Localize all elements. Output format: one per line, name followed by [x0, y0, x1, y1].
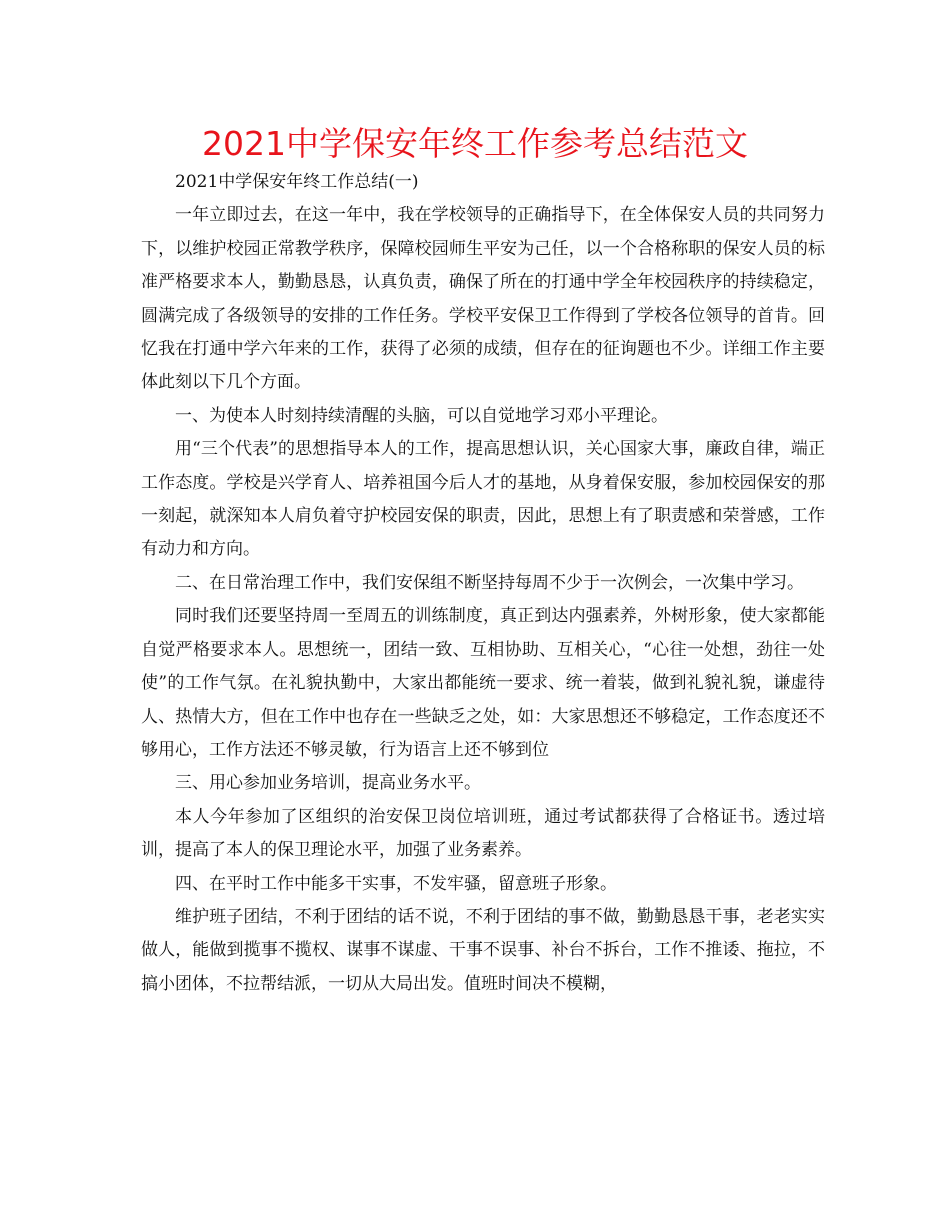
body-paragraph: 本人今年参加了区组织的治安保卫岗位培训班，通过考试都获得了合格证书。透过培训，提高了本人的保卫理论水平，加强了业务素养。 [141, 806, 825, 861]
point-heading-1: 一、为使本人时刻持续清醒的头脑，可以自觉地学习邓小平理论。 [175, 405, 668, 426]
body-paragraph: 同时我们还要坚持周一至周五的训练制度，真正到达内强素养，外树形象，使大家都能自觉严格要求本人。思想统一，团结一致、互相协助、互相关心，“心往一处想，劲往一处使”的工作气氛。在礼貌执勤中，大家出都能统一要求、统一着装，做到礼貌礼貌，谦虚待人、热情大方，但在工作中也存在一些缺乏之处，如：大家思想还不够稳定，工作态度还不够用心，工作方法还不够灵敏，行为语言上还不够到位 [141, 606, 825, 760]
document-body [141, 166, 825, 1001]
point-heading-3: 三、用心参加业务培训，提高业务水平。 [175, 773, 481, 794]
body-paragraph: 维护班子团结，不利于团结的话不说，不利于团结的事不做，勤勤恳恳干事，老老实实做人，能做到揽事不揽权、谋事不谋虚、干事不误事、补台不拆台，工作不推诿、拖拉，不搞小团体，不拉帮结派，一切从大局出发。值班时间决不模糊， [141, 906, 825, 994]
section-heading: 2021中学保安年终工作总结(一) [175, 172, 419, 192]
document-title: 2021中学保安年终工作参考总结范文 [202, 124, 748, 163]
body-paragraph: 一年立即过去，在这一年中，我在学校领导的正确指导下，在全体保安人员的共同努力下，以维护校园正常教学秩序，保障校园师生平安为己任，以一个合格称职的保安人员的标准严格要求本人，勤勤恳恳，认真负责，确保了所在的打通中学全年校园秩序的持续稳定，圆满完成了各级领导的安排的工作任务。学校平安保卫工作得到了学校各位领导的首肯。回忆我在打通中学六年来的工作，获得了必须的成绩，但存在的征询题也不少。详细工作主要体此刻以下几个方面。 [141, 205, 825, 393]
body-paragraph: 用“三个代表”的思想指导本人的工作，提高思想认识，关心国家大事，廉政自律，端正工作态度。学校是兴学育人、培养祖国今后人才的基地，从身着保安服，参加校园保安的那一刻起，就深知本人肩负着守护校园安保的职责，因此，思想上有了职责感和荣誉感，工作有动力和方向。 [141, 439, 825, 560]
point-heading-2: 二、在日常治理工作中，我们安保组不断坚持每周不少于一次例会，一次集中学习。 [175, 572, 804, 593]
point-heading-4: 四、在平时工作中能多干实事，不发牢骚，留意班子形象。 [175, 873, 617, 894]
